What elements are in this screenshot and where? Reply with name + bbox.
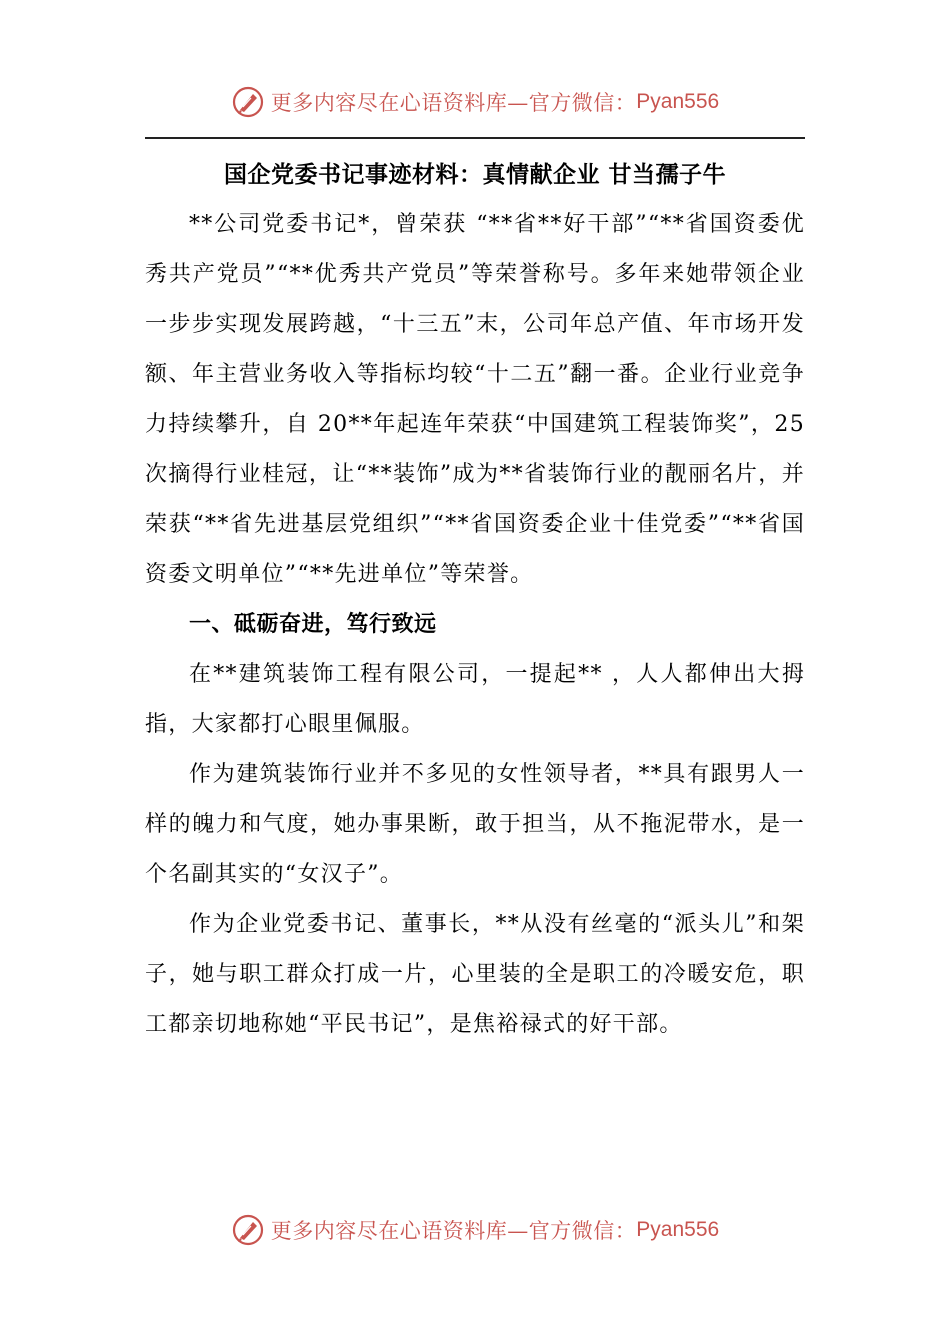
document-title: 国企党委书记事迹材料：真情献企业 甘当孺子牛 xyxy=(223,162,726,188)
banner-wechat-id: Pyan556 xyxy=(636,90,720,113)
banner-wechat-id: Pyan556 xyxy=(636,1218,720,1241)
footer-banner xyxy=(0,1208,950,1252)
body-paragraph: 作为企业党委书记、董事长，**从没有丝毫的“派头儿”和架子，她与职工群众打成一片，心里装的全是职工的冷暖安危，职工都亲切地称她“平民书记”，是焦裕禄式的好干部。 xyxy=(145,912,805,1037)
banner-text: 更多内容尽在心语资料库—官方微信： xyxy=(270,1219,637,1243)
intro-paragraph: **公司党委书记*，曾荣获 “**省**好干部”“**省国资委优秀共产党员”“**优秀共产党员”等荣誉称号。多年来她带领企业一步步实现发展跨越，“十三五”末，公司年总产值、年市场开发额、年主营业务收入等指标均较“十二五”翻一番。企业行业竞争力持续攀升，自 20**年起连年荣获“中国建筑工程装饰奖”，25 次摘得行业桂冠，让“**装饰”成为**省装饰行业的靓丽名片，并荣获“**省先进基层党组织”“**省国资委企业十佳党委”“**省国资委文明单位”“**先进单位”等荣誉。 xyxy=(145,212,805,587)
document-body xyxy=(145,150,805,1050)
header-divider xyxy=(145,137,805,139)
pen-nib-logo-icon xyxy=(231,85,265,119)
section-heading: 一、砥砺奋进，笃行致远 xyxy=(189,612,437,637)
header-banner xyxy=(0,80,950,124)
pen-nib-logo-icon xyxy=(231,1213,265,1247)
banner-text: 更多内容尽在心语资料库—官方微信： xyxy=(270,91,637,115)
body-paragraph: 作为建筑装饰行业并不多见的女性领导者，**具有跟男人一样的魄力和气度，她办事果断，敢于担当，从不拖泥带水，是一个名副其实的“女汉子”。 xyxy=(145,762,805,887)
body-paragraph: 在**建筑装饰工程有限公司，一提起** ，人人都伸出大拇指，大家都打心眼里佩服。 xyxy=(145,662,805,737)
